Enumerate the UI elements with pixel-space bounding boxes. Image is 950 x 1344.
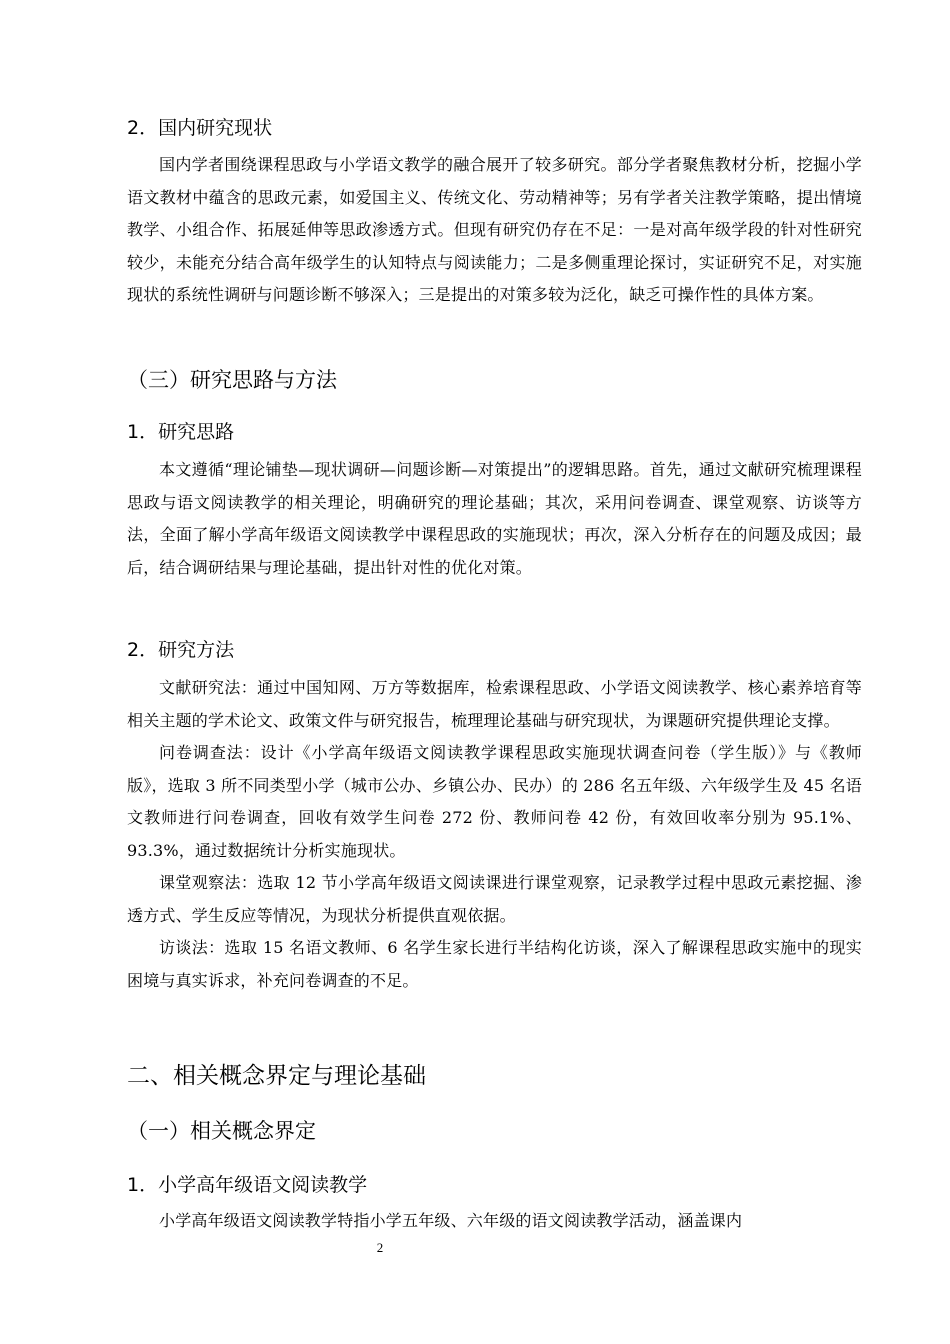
heading-domestic-status: 2．国内研究现状 [127, 117, 273, 139]
heading-chapter-two: 二、相关概念界定与理论基础 [127, 1063, 426, 1089]
section-concepts [127, 1116, 862, 1146]
section-research-methods [127, 637, 862, 997]
heading-reading-teaching: 1．小学高年级语文阅读教学 [127, 1174, 368, 1196]
section-approach [127, 365, 862, 395]
paragraph-questionnaire-method: 问卷调查法：设计《小学高年级语文阅读教学课程思政实施现状调查问卷（学生版）》与《教师版》，选取 3 所不同类型小学（城市公办、乡镇公办、民办）的 286 名五年级、六年级学生及 45 名语文教师进行问卷调查，回收有效学生问卷 272 份、教师问卷 42 份，有效回收率分别为 95.1%、93.3%，通过数据统计分析实施现状。 [127, 743, 862, 860]
section-reading-teaching [127, 1172, 862, 1238]
heading-concepts: （一）相关概念界定 [127, 1119, 316, 1143]
paragraph-interview-method: 访谈法：选取 15 名语文教师、6 名学生家长进行半结构化访谈，深入了解课程思政实施中的现实困境与真实诉求，补充问卷调查的不足。 [127, 938, 862, 990]
heading-approach: （三）研究思路与方法 [127, 368, 337, 392]
paragraph-research-idea: 本文遵循“理论铺垫—现状调研—问题诊断—对策提出”的逻辑思路。首先，通过文献研究梳理课程思政与语文阅读教学的相关理论，明确研究的理论基础；其次，采用问卷调查、课堂观察、访谈等方法，全面了解小学高年级语文阅读教学中课程思政的实施现状；再次，深入分析存在的问题及成因；最后，结合调研结果与理论基础，提出针对性的优化对策。 [127, 460, 862, 577]
heading-research-idea: 1．研究思路 [127, 421, 235, 443]
section-domestic-status [127, 115, 862, 312]
page-number: 2 [376, 1240, 384, 1255]
heading-research-methods: 2．研究方法 [127, 639, 235, 661]
paragraph-observation-method: 课堂观察法：选取 12 节小学高年级语文阅读课进行课堂观察，记录教学过程中思政元素挖掘、渗透方式、学生反应等情况，为现状分析提供直观依据。 [127, 873, 862, 925]
section-chapter-two [127, 1060, 862, 1092]
paragraph-reading-teaching: 小学高年级语文阅读教学特指小学五年级、六年级的语文阅读教学活动，涵盖课内 [159, 1211, 743, 1230]
section-research-idea [127, 419, 862, 584]
paragraph-literature-method: 文献研究法：通过中国知网、万方等数据库，检索课程思政、小学语文阅读教学、核心素养培育等相关主题的学术论文、政策文件与研究报告，梳理理论基础与研究现状，为课题研究提供理论支撑。 [127, 678, 862, 730]
paragraph-domestic-status: 国内学者围绕课程思政与小学语文教学的融合展开了较多研究。部分学者聚焦教材分析，挖掘小学语文教材中蕴含的思政元素，如爱国主义、传统文化、劳动精神等；另有学者关注教学策略，提出情境教学、小组合作、拓展延伸等思政渗透方式。但现有研究仍存在不足：一是对高年级学段的针对性研究较少，未能充分结合高年级学生的认知特点与阅读能力；二是多侧重理论探讨，实证研究不足，对实施现状的系统性调研与问题诊断不够深入；三是提出的对策多较为泛化，缺乏可操作性的具体方案。 [127, 155, 862, 304]
